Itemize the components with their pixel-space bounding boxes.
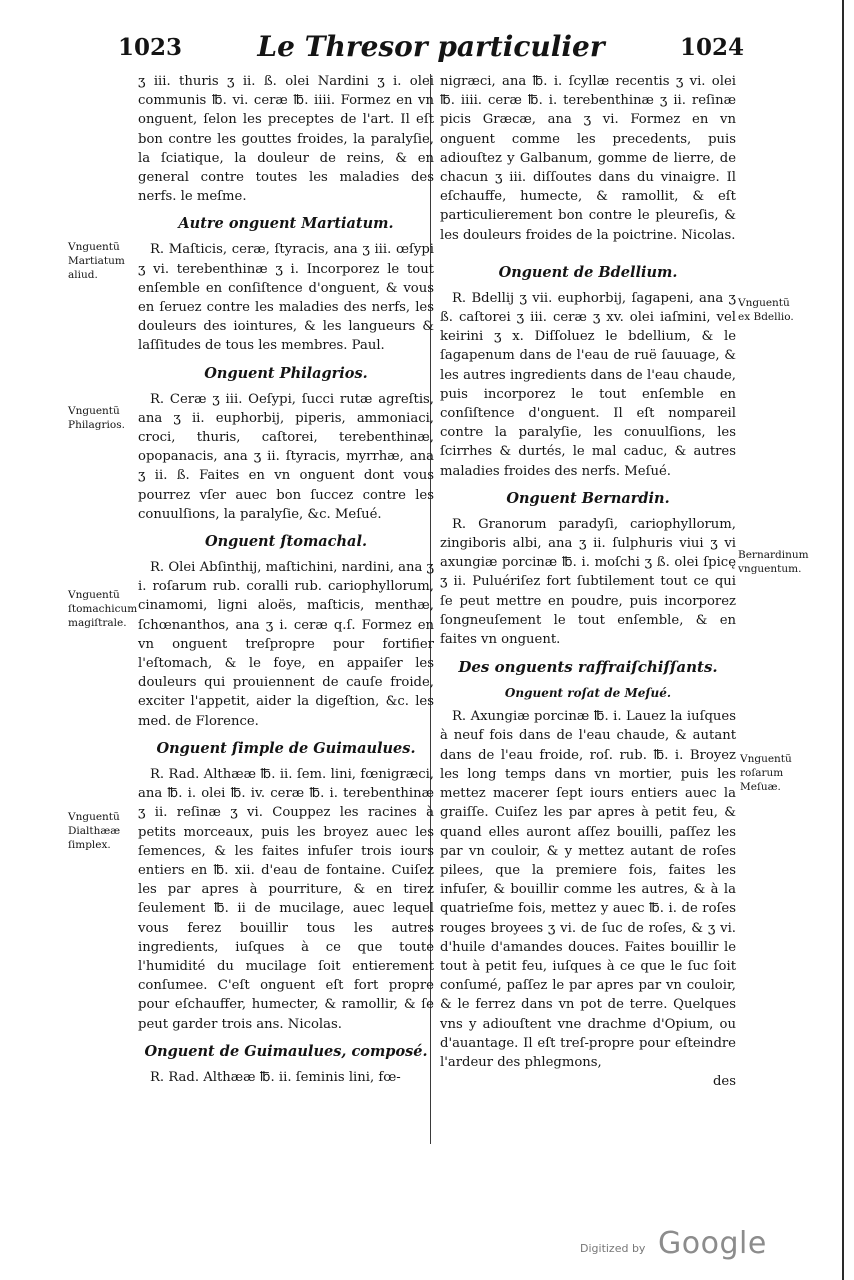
heading-bdellium: Onguent de Bdellium. (498, 263, 678, 281)
heading-raffraischissants: Des onguents raffraiſchiſſants. (458, 658, 718, 677)
heading-bernardin: Onguent Bernardin. (506, 489, 670, 507)
margin-note-martiatum: Vnguentũ Martiatum aliud. (68, 241, 125, 281)
paragraph-bernardin: R. Granorum paradyſi, cariophyllorum, zingiboris albi, ana ʒ ii. ſulphuris viui ʒ vi axungiæ porcinæ ℔. i. moſchi ʒ ß. olei ſpicę ʒ ii. Puluériſez fort ſubtilement tout ce qui ſe peut mettre en poudre, puis incorporez ſongneuſement le tout enſemble, & en faites vn onguent. (440, 516, 736, 648)
heading-philagrios: Onguent Philagrios. (204, 364, 368, 382)
heading-stomachal: Onguent ſtomachal. (204, 533, 368, 551)
paragraph-stomachal: R. Olei Abſinthij, maſtichini, nardini, ana ʒ i. roſarum rub. coralli rub. cariophyllorum, cinamomi, ligni aloës, maſticis, menthæ, ſchœnanthos, ana ʒ i. ceræ q.ſ. Formez en vn onguent treſpropre pour fortifier l'eſtomach, & le foye, en appaiſer les douleurs qui prouiennent de cauſe froide, exciter l'appetit, aider la digeſtion, &c. les med. de Florence. (138, 560, 434, 729)
running-header (118, 30, 744, 70)
digitized-watermark (580, 1226, 767, 1266)
margin-note-bernardinum: Bernardinum vnguentum. (738, 549, 809, 575)
margin-note-rosarum: Vnguentũ roſarum Meſuæ. (740, 753, 792, 793)
margin-note-philagrios: Vnguentũ Philagrios. (68, 405, 125, 431)
paragraph-guimaulues: R. Rad. Althææ ℔. ii. ſem. lini, fœnigræci, ana ℔. i. olei ℔. iv. ceræ ℔. i. terebenthinæ ʒ ii. reſinæ ʒ vi. Couppez les racines à petits morceaux, puis les broyez auec les ſemences, & les faites infuſer trois iours entiers en ℔. xii. d'eau de fontaine. Cuiſez les par apres à pourriture, & en tirez ſeulement ℔. ii de mucilage, auec lequel vous ferez bouillir tous les autres ingredients, iuſques à ce que toute l'humidité du mucilage ſoit entierement conſumee. C'eſt onguent eſt fort propre pour eſchauffer, humecter, & ramollir, & ſe peut garder trois ans. Nicolas. (138, 766, 434, 1032)
paragraph-continuation-right: nigræci, ana ℔. i. ſcyllæ recentis ʒ vi. olei ℔. iiii. ceræ ℔. i. terebenthinæ ʒ ii. reſinæ picis Græcæ, ana ʒ vi. Formez en vn onguent comme les precedents, puis adiouſtez y Galbanum, gomme de lierre, de chacun ʒ iii. diſſoutes dans du vinaigre. Il eſchauffe, humecte, & ramollit, & eſt particulierement bon contre le pleureſis, & les douleurs froides de la poictrine. Nicolas. (440, 74, 736, 243)
paragraph-bdellium: R. Bdellij ʒ vii. euphorbij, ſagapeni, ana ʒ ß. caſtorei ʒ iii. ceræ ʒ xv. olei iaſmini, vel keirini ʒ x. Diſſoluez le bdellium, & le ſagapenum dans de l'eau de ruë ſauuage, & les autres ingredients dans de l'eau chaude, puis incorporez le tout enſemble en conſiſtence d'onguent. Il eſt nompareil contre la paralyſie, les conuulſions, les ſcirrhes & durtés, le mal caduc, & autres maladies froides des nerfs. Meſué. (440, 290, 736, 479)
heading-guimaulues-compose: Onguent de Guimaulues, composé. (144, 1042, 428, 1060)
paragraph-martiatum: R. Maſticis, ceræ, ſtyracis, ana ʒ iii. œſypi ʒ vi. terebenthinæ ʒ i. Incorporez le tout enſemble en conſiſtence d'onguent, & vous en ſeruez contre les maladies des nerfs, les douleurs des iointures, & les langueurs & laſſitudes de tous les membres. Paul. (138, 242, 434, 354)
paragraph-rosat: R. Axungiæ porcinæ ℔. i. Lauez la iuſques à neuf fois dans de l'eau chaude, & autant dans de l'eau froide, roſ. rub. ℔. i. Broyez les long temps dans vn mortier, puis les mettez macerer ſept iours entiers auec la graiſſe. Cuiſez les par apres à petit feu, & quand elles auront aſſez bouilli, paſſez les par vn couloir, & y mettez autant de roſes pilees, que la premiere fois, faites les infuſer, & bouillir comme les autres, & à la quatrieſme fois, mettez y auec ℔. i. de roſes rouges broyees ʒ vi. de ſuc de roſes, & ʒ vi. d'huile d'amandes douces. Faites bouillir le tout à petit feu, iuſques à ce que le ſuc ſoit conſumé, paſſez le par apres par vn couloir, & le ferrez dans vn pot de terre. Quelques vns y adiouſtent vne drachme d'Opium, ou d'auantage. Il eſt treſ-propre pour eſteindre l'ardeur des phlegmons, (440, 709, 736, 1070)
paragraph-continuation: ʒ iii. thuris ʒ ii. ß. olei Nardini ʒ i. olei communis ℔. vi. ceræ ℔. iiii. Formez en vn onguent, ſelon les preceptes de l'art. Il eſt bon contre les gouttes froides, la paralyſie, la ſciatique, la douleur de reins, & en general contre toutes les maladies des nerfs. le meſme. (138, 74, 434, 205)
right-column (440, 72, 736, 1091)
heading-guimaulues: Onguent ſimple de Guimaulues. (156, 739, 416, 757)
heading-martiatum: Autre onguent Martiatum. (178, 215, 394, 233)
paragraph-guimaulues-compose: R. Rad. Althææ ℔. ii. ſeminis lini, fœ- (150, 1069, 401, 1085)
running-title: Le Thresor particulier (257, 30, 605, 63)
digitized-by-label: Digitized by (580, 1242, 646, 1255)
heading-rosat: Onguent roſat de Meſué. (504, 686, 672, 701)
page-edge (842, 0, 844, 1280)
catchword: des (712, 1074, 736, 1090)
paragraph-philagrios: R. Ceræ ʒ iii. Oeſypi, ſucci rutæ agreſtis, ana ʒ ii. euphorbij, piperis, ammoniaci, croci, thuris, caſtorei, terebenthinæ, opopanacis, ana ʒ ii. ſtyracis, myrrhæ, ana ʒ ii. ß. Faites en vn onguent dont vous pourrez vſer auec bon ſuccez contre les conuulſions, la paralyſie, &c. Meſué. (138, 391, 434, 522)
page-number-right: 1024 (679, 34, 744, 61)
google-logo: Google (658, 1226, 767, 1261)
page-number-left: 1023 (118, 34, 183, 61)
margin-note-stomachicum: Vnguentũ ſtomachicum magiſtrale. (68, 589, 138, 629)
left-column (138, 72, 434, 1087)
margin-note-dialthaea: Vnguentũ Dialthææ ſimplex. (68, 811, 121, 851)
margin-note-bdellio: Vnguentũ ex Bdellio. (738, 297, 794, 323)
